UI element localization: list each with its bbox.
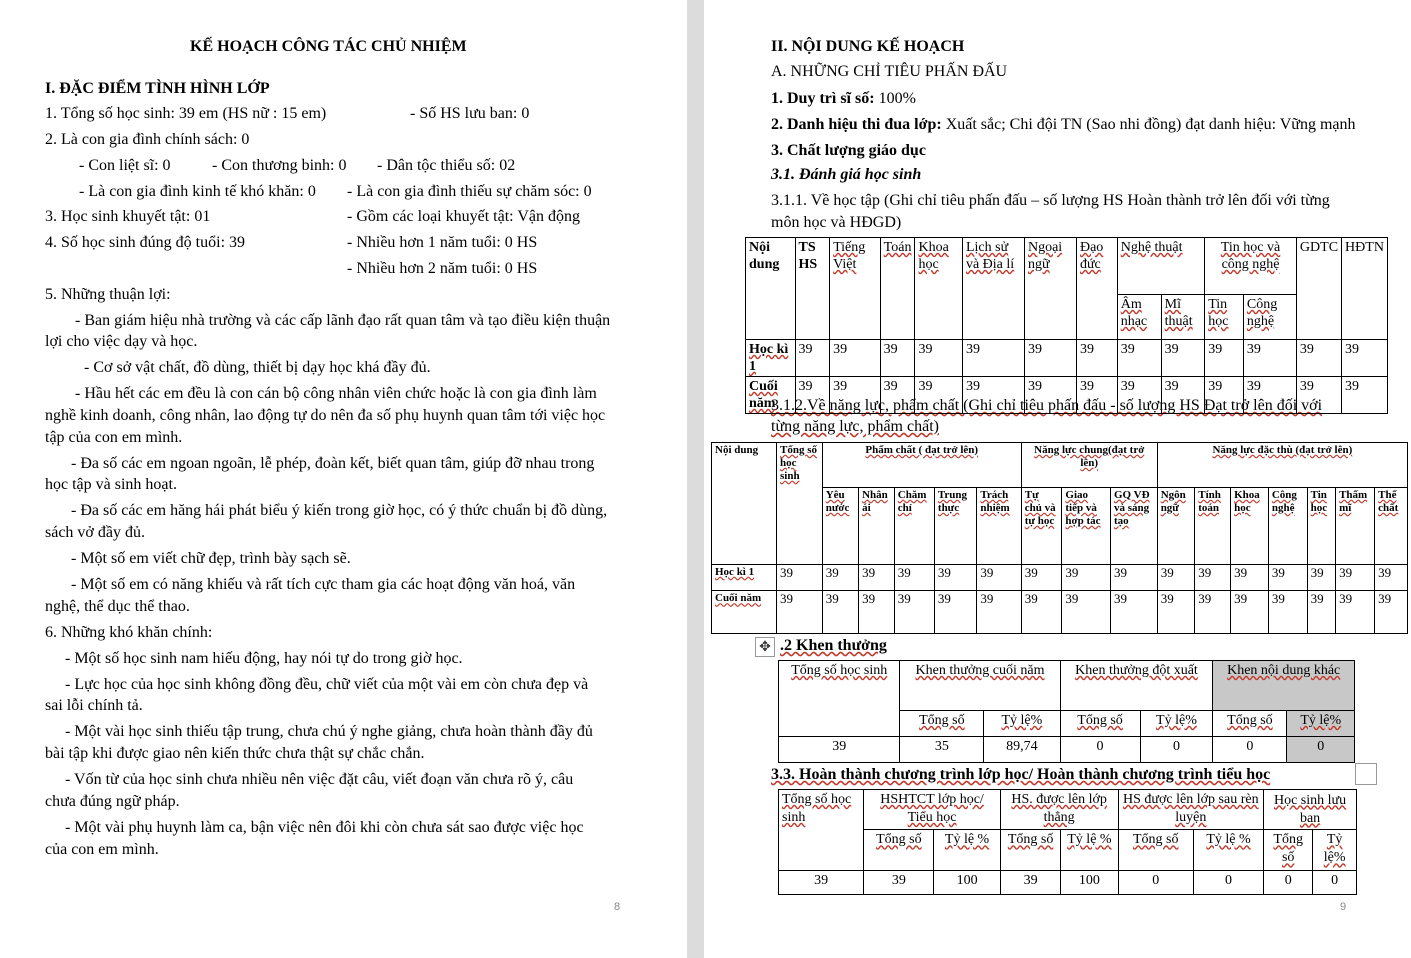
- header-cell: Khen nội dung khác: [1213, 661, 1355, 711]
- table-cell: 39: [1195, 564, 1231, 590]
- header-cell: Tỷ lệ%: [1313, 830, 1357, 870]
- page-number: 8: [614, 901, 621, 913]
- header-cell: Tin học: [1205, 295, 1244, 340]
- table-cell: 39: [1117, 340, 1161, 377]
- table-row: [779, 870, 1357, 894]
- text-line: nghệ, thể dục thể thao.: [45, 598, 190, 615]
- table-cell: 39: [1243, 340, 1296, 377]
- text-line: 2. Là con gia đình chính sách: 0: [45, 131, 250, 148]
- table-cell: 39: [795, 377, 830, 414]
- table-cell: 0: [1287, 737, 1355, 763]
- table-cell: GQ VĐ và sáng tạo: [1111, 487, 1158, 564]
- header-cell: Tổng số: [1118, 830, 1193, 870]
- text-line: - Vốn từ của học sinh chưa nhiều nên việc đặt câu, viết đoạn văn chưa rõ ý, câu: [65, 771, 574, 788]
- table-cell: Cuối năm: [746, 377, 796, 414]
- header-cell: Tổng số: [1264, 830, 1313, 870]
- table-cell: 39: [859, 591, 895, 634]
- text-line: 3. Chất lượng giáo dục: [771, 142, 926, 159]
- text-line: học tập và sinh hoạt.: [45, 476, 177, 493]
- text-line: 4. Số học sinh đúng độ tuổi: 39: [45, 234, 246, 251]
- header-cell: Tỷ lệ%: [984, 711, 1060, 737]
- text-line: - Một số em viết chữ đẹp, trình bày sạch sẽ.: [71, 550, 351, 567]
- header-cell: Tổng số học sinh: [779, 661, 900, 737]
- header-cell: Tỷ lệ %: [1193, 830, 1263, 870]
- table-cell: 39: [880, 340, 915, 377]
- table-cell: Học kì 1: [746, 340, 796, 377]
- table-cell: 39: [1231, 564, 1269, 590]
- header-cell: TS HS: [795, 238, 830, 340]
- header-cell: Tổng số: [864, 830, 934, 870]
- header-cell: Năng lực chung(đạt trở lên): [1021, 443, 1157, 488]
- table-cell: 39: [1307, 564, 1336, 590]
- table-cell: 39: [1117, 377, 1161, 414]
- table-cell: Tính toán: [1195, 487, 1231, 564]
- text-line: sách vở đầy đủ.: [45, 524, 145, 541]
- table-cell: 39: [1296, 340, 1341, 377]
- text-line: lợi cho việc dạy và học.: [45, 333, 198, 350]
- table-cell: 39: [1268, 591, 1307, 634]
- table-cell: 39: [894, 564, 934, 590]
- table-cell: 0: [1213, 737, 1287, 763]
- header-cell: Năng lực đặc thù (đạt trở lên): [1157, 443, 1407, 488]
- table-cell: 39: [822, 564, 858, 590]
- header-cell: Nghệ thuật: [1117, 238, 1204, 295]
- header-cell: HSHTCT lớp học/ Tiểu học: [864, 790, 1000, 830]
- table-cell: 39: [1231, 591, 1269, 634]
- table-cell: 39: [822, 591, 858, 634]
- table-cell: 39: [1076, 340, 1117, 377]
- table-cell: 39: [915, 340, 963, 377]
- text-line: tập của con em mình.: [45, 429, 183, 446]
- text-line: 3.1.2.Về năng lực, phẩm chất (Ghi chỉ tiêu phấn đấu - số lượng HS Đạt trở lên đối với: [771, 397, 1323, 414]
- table-row: [746, 377, 1388, 414]
- header-cell: Khoa học: [915, 238, 963, 340]
- table-cell: 39: [1205, 340, 1244, 377]
- text-line: 5. Những thuận lợi:: [45, 286, 171, 303]
- label: 2. Danh hiệu thi đua lớp:: [771, 116, 942, 133]
- header-cell: Tỷ lệ%: [1140, 711, 1213, 737]
- header-cell: Công nghệ: [1243, 295, 1296, 340]
- table-cell: 39: [1021, 591, 1062, 634]
- header-cell: Ngoại ngữ: [1024, 238, 1076, 340]
- table-cell: 39: [1000, 870, 1061, 894]
- table-cell: 39: [864, 870, 934, 894]
- header-cell: Mĩ thuật: [1161, 295, 1205, 340]
- table-cell: 39: [934, 591, 976, 634]
- table-cell: 39: [1243, 377, 1296, 414]
- table-cell: 89,74: [984, 737, 1060, 763]
- text-line: - Đa số các em hăng hái phát biểu ý kiến trong giờ học, có ý thức chuẩn bị đồ dùng,: [71, 502, 608, 519]
- table-cell: 39: [1342, 377, 1388, 414]
- table-cell: 39: [894, 591, 934, 634]
- text-line: từng năng lực, phẩm chất): [771, 418, 939, 435]
- rewards-table: [778, 660, 1355, 763]
- table-cell: 39: [1111, 564, 1158, 590]
- text-line: 6. Những khó khăn chính:: [45, 624, 213, 641]
- header-cell: Tổng số: [1060, 711, 1140, 737]
- header-cell: Tiếng Việt: [830, 238, 881, 340]
- table-cell: Trách nhiệm: [977, 487, 1021, 564]
- header-cell: Nội dung: [712, 443, 777, 565]
- header-cell: Đạo đức: [1076, 238, 1117, 340]
- text-line: 1. Tổng số học sinh: 39 em (HS nữ : 15 em): [45, 105, 327, 122]
- page-title: KẾ HOẠCH CÔNG TÁC CHỦ NHIỆM: [190, 38, 467, 55]
- section-heading: I. ĐẶC ĐIỂM TÌNH HÌNH LỚP: [45, 80, 270, 97]
- table-row: [746, 340, 1388, 377]
- text-line: [771, 115, 1356, 135]
- table-cell: 39: [779, 870, 864, 894]
- header-cell: Tổng số học sinh: [779, 790, 864, 871]
- table-cell: 39: [977, 564, 1021, 590]
- table-cell: 39: [830, 377, 881, 414]
- table-cell: 39: [1205, 377, 1244, 414]
- text-line: chưa đúng ngữ pháp.: [45, 793, 180, 810]
- text-line: - Là con gia đình kinh tế khó khăn: 0: [79, 183, 316, 200]
- table-cell: 39: [777, 591, 823, 634]
- header-cell: Học sinh lưu ban: [1264, 790, 1357, 830]
- text-line: - Lực học của học sinh không đồng đều, chữ viết của một vài em còn chưa đẹp và: [65, 676, 589, 693]
- table-cell: 39: [1336, 564, 1375, 590]
- table-cell: 35: [900, 737, 984, 763]
- table-cell: Thể chất: [1375, 487, 1408, 564]
- table-cell: Học kì 1: [712, 564, 777, 590]
- table-cell: 39: [1375, 564, 1408, 590]
- table-cell: Tự chủ và tự học: [1021, 487, 1062, 564]
- table-cell: 0: [1140, 737, 1213, 763]
- text-line: - Đa số các em ngoan ngoãn, lễ phép, đoàn kết, biết quan tâm, giúp đỡ nhau trong: [71, 455, 595, 472]
- table-move-handle-icon[interactable]: ✥: [755, 637, 775, 657]
- text-line: môn học và HĐGD): [771, 214, 902, 231]
- table-cell: 39: [962, 377, 1024, 414]
- table-cell: 39: [1062, 564, 1111, 590]
- table-cell: 39: [1296, 377, 1341, 414]
- table-cell: 39: [934, 564, 976, 590]
- section-heading: II. NỘI DUNG KẾ HOẠCH: [771, 38, 965, 55]
- table-cell: 39: [1062, 591, 1111, 634]
- page-gutter: [687, 0, 704, 958]
- table-cell: Khoa học: [1231, 487, 1269, 564]
- header-cell: Tỷ lệ %: [1061, 830, 1118, 870]
- text-line: - Số HS lưu ban: 0: [410, 105, 530, 122]
- document-page-8: [0, 0, 687, 958]
- competence-table: [711, 442, 1408, 634]
- header-cell: HĐTN: [1342, 238, 1388, 340]
- text-line: 3. Học sinh khuyết tật: 01: [45, 208, 211, 225]
- header-cell: HS được lên lớp sau rèn luyện: [1118, 790, 1264, 830]
- header-cell: Tổng số: [900, 711, 984, 737]
- page-number: 9: [1340, 901, 1347, 913]
- text-line: 3.1.1. Về học tập (Ghi chỉ tiêu phấn đấu – số lượng HS Hoàn thành trở lên đối với từng: [771, 192, 1330, 209]
- header-cell: GDTC: [1296, 238, 1341, 340]
- table-cell: 39: [1195, 591, 1231, 634]
- table-cell: 39: [1111, 591, 1158, 634]
- text-line: - Con thương binh: 0: [212, 157, 347, 174]
- table-cell: Tin học: [1307, 487, 1336, 564]
- text-line: - Dân tộc thiểu số: 02: [377, 157, 516, 174]
- table-cell: 39: [1375, 591, 1408, 634]
- table-cell: Giao tiếp và hợp tác: [1062, 487, 1111, 564]
- text-line: - Là con gia đình thiếu sự chăm sóc: 0: [347, 183, 592, 200]
- table-cell: 39: [1024, 340, 1076, 377]
- table-cell: 0: [1264, 870, 1313, 894]
- table-cell: 39: [859, 564, 895, 590]
- subsection-heading: 3.3. Hoàn thành chương trình lớp học/ Hoàn thành chương trình tiểu học: [771, 766, 1271, 783]
- table-row: [712, 591, 1408, 634]
- text-line: - Một vài phụ huynh làm ca, bận việc nên đôi khi còn chưa sát sao được việc học: [65, 819, 584, 836]
- text-line: - Một vài học sinh thiếu tập trung, chưa chú ý nghe giảng, chưa hoàn thành đầy đủ: [65, 723, 593, 740]
- table-cell: 0: [1118, 870, 1193, 894]
- table-cell: 39: [962, 340, 1024, 377]
- header-cell: Khen thưởng cuối năm: [900, 661, 1060, 711]
- table-row: [712, 564, 1408, 590]
- table-cell: 0: [1313, 870, 1357, 894]
- table-cell: 39: [1157, 591, 1195, 634]
- text-line: - Con liệt sĩ: 0: [79, 157, 171, 174]
- text-line: - Nhiều hơn 2 năm tuổi: 0 HS: [347, 260, 538, 277]
- header-cell: Tổng số: [1000, 830, 1061, 870]
- text-line: nghề kinh doanh, công nhân, lao động tự do nên đa số phụ huynh quan tâm tới việc học: [45, 407, 606, 424]
- header-cell: Tin học và công nghệ: [1205, 238, 1297, 295]
- header-cell: Tổng số học sinh: [777, 443, 823, 565]
- header-cell: Lịch sử và Địa lí: [962, 238, 1024, 340]
- text-line: 3.1. Đánh giá học sinh: [771, 166, 922, 183]
- header-cell: Âm nhạc: [1117, 295, 1161, 340]
- label: 1. Duy trì sĩ số:: [771, 90, 875, 107]
- table-cell: 100: [1061, 870, 1118, 894]
- table-cell: Trung thực: [934, 487, 976, 564]
- header-cell: Phẩm chất ( đạt trở lên): [822, 443, 1021, 488]
- table-cell: Thẩm mĩ: [1336, 487, 1375, 564]
- header-cell: Tổng số: [1213, 711, 1287, 737]
- table-cell: 39: [1161, 340, 1205, 377]
- header-cell: Tỷ lệ%: [1287, 711, 1355, 737]
- table-cell: 39: [1268, 564, 1307, 590]
- text-line: - Một số học sinh nam hiếu động, hay nói tự do trong giờ học.: [65, 650, 463, 667]
- text-line: của con em mình.: [45, 841, 159, 858]
- table-cell: 39: [1021, 564, 1062, 590]
- value: 100%: [874, 90, 916, 107]
- text-line: - Ban giám hiệu nhà trường và các cấp lãnh đạo rất quan tâm và tạo điều kiện thuận: [75, 312, 611, 329]
- text-line: bài tập khi được giao nên kiến thức chưa thật sự chắc chắn.: [45, 745, 425, 762]
- table-cell: 39: [977, 591, 1021, 634]
- table-cell: 39: [1076, 377, 1117, 414]
- text-line: sai lỗi chính tả.: [45, 697, 143, 714]
- table-cell: Yêu nước: [822, 487, 858, 564]
- table-row: [779, 737, 1355, 763]
- table-cell: 39: [830, 340, 881, 377]
- text-line: - Nhiều hơn 1 năm tuổi: 0 HS: [347, 234, 538, 251]
- header-cell: Toán: [880, 238, 915, 340]
- table-cell: Ngôn ngữ: [1157, 487, 1195, 564]
- header-cell: Khen thưởng đột xuất: [1060, 661, 1213, 711]
- text-line: - Một số em có năng khiếu và rất tích cực tham gia các hoạt động văn hoá, văn: [71, 576, 576, 593]
- header-cell: HS. được lên lớp thẳng: [1000, 790, 1118, 830]
- table-cell: 39: [1336, 591, 1375, 634]
- table-cell: 39: [779, 737, 900, 763]
- table-cell: Công nghệ: [1268, 487, 1307, 564]
- table-cell: 0: [1060, 737, 1140, 763]
- learning-results-table: [745, 237, 1388, 414]
- table-cell: 39: [1342, 340, 1388, 377]
- text-line: - Cơ sở vật chất, đồ dùng, thiết bị dạy học khá đầy đủ.: [84, 359, 431, 376]
- table-cell: 39: [1157, 564, 1195, 590]
- table-cell: 0: [1193, 870, 1263, 894]
- table-resize-box[interactable]: [1355, 763, 1377, 785]
- subsection-heading: A. NHỮNG CHỈ TIÊU PHẤN ĐẤU: [771, 63, 1008, 80]
- table-cell: 39: [1024, 377, 1076, 414]
- table-cell: Cuối năm: [712, 591, 777, 634]
- table-cell: 39: [1161, 377, 1205, 414]
- header-cell: Tỷ lệ %: [934, 830, 1000, 870]
- value: Xuất sắc; Chi đội TN (Sao nhi đồng) đạt danh hiệu: Vững mạnh: [941, 116, 1356, 133]
- table-cell: Chăm chỉ: [894, 487, 934, 564]
- table-cell: 39: [777, 564, 823, 590]
- text-line: [771, 89, 916, 109]
- text-line: - Hầu hết các em đều là con cán bộ công nhân viên chức hoặc là con gia đình làm: [75, 385, 597, 402]
- table-cell: 100: [934, 870, 1000, 894]
- table-cell: 39: [880, 377, 915, 414]
- program-completion-table: [778, 789, 1357, 895]
- text-line: - Gồm các loại khuyết tật: Vận động: [347, 208, 580, 225]
- table-cell: 39: [795, 340, 830, 377]
- header-cell: Nội dung: [746, 238, 796, 340]
- table-cell: 39: [915, 377, 963, 414]
- subsection-heading: .2 Khen thưởng: [780, 637, 887, 654]
- table-cell: Nhân ái: [859, 487, 895, 564]
- table-cell: 39: [1307, 591, 1336, 634]
